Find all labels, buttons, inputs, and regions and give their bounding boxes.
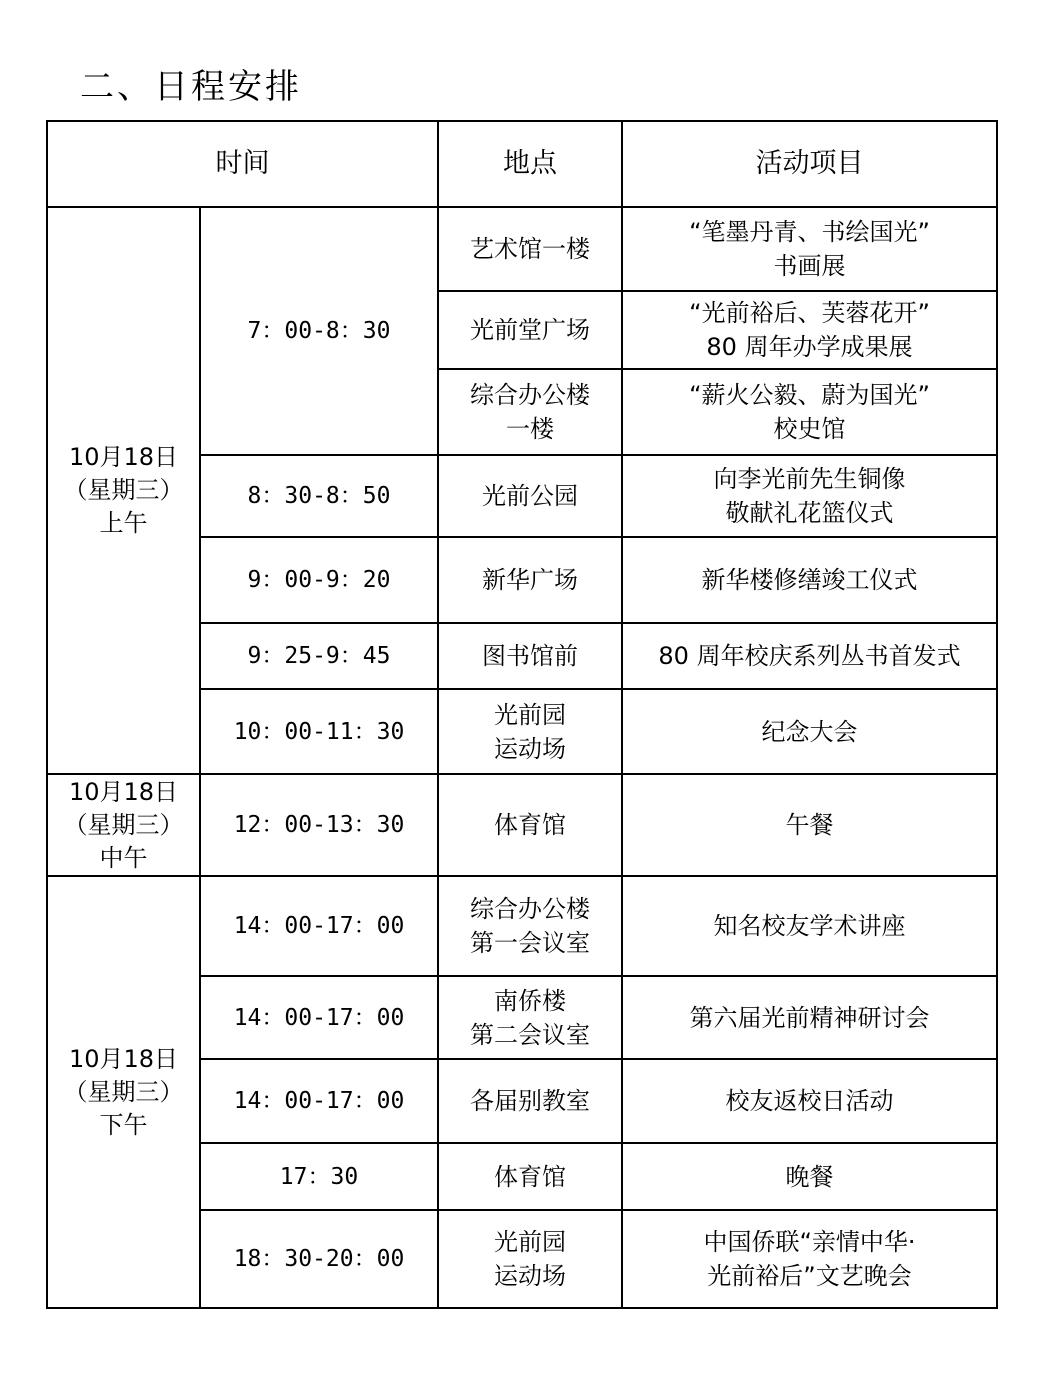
schedule-table [46, 120, 998, 1309]
header-time: 时间 [47, 121, 438, 207]
place-cell: 光前堂广场 [438, 291, 622, 369]
place-cell: 综合办公楼 一楼 [438, 369, 622, 455]
place-cell: 光前园 运动场 [438, 1210, 622, 1308]
place-cell: 体育馆 [438, 1143, 622, 1210]
activity-cell: 校友返校日活动 [622, 1059, 997, 1143]
place-cell: 艺术馆一楼 [438, 207, 622, 291]
date-cell-morning: 10月18日 （星期三） 上午 [47, 207, 200, 774]
time-cell: 8：30-8：50 [200, 455, 438, 537]
time-cell: 7：00-8：30 [200, 207, 438, 455]
activity-cell: “笔墨丹青、书绘国光” 书画展 [622, 207, 997, 291]
time-cell: 18：30-20：00 [200, 1210, 438, 1308]
activity-cell: 晚餐 [622, 1143, 997, 1210]
time-cell: 14：00-17：00 [200, 1059, 438, 1143]
place-cell: 光前园 运动场 [438, 689, 622, 774]
time-cell: 14：00-17：00 [200, 976, 438, 1059]
section-title: 二、日程安排 [80, 67, 302, 107]
date-cell-afternoon: 10月18日 （星期三） 下午 [47, 876, 200, 1308]
activity-cell: “光前裕后、芙蓉花开” 80 周年办学成果展 [622, 291, 997, 369]
place-cell: 新华广场 [438, 537, 622, 623]
place-cell: 各届别教室 [438, 1059, 622, 1143]
activity-cell: 向李光前先生铜像 敬献礼花篮仪式 [622, 455, 997, 537]
time-cell: 9：25-9：45 [200, 623, 438, 689]
activity-cell: 知名校友学术讲座 [622, 876, 997, 976]
time-cell: 17：30 [200, 1143, 438, 1210]
date-cell-noon: 10月18日 （星期三） 中午 [47, 774, 200, 876]
activity-cell: 80 周年校庆系列丛书首发式 [622, 623, 997, 689]
header-activity: 活动项目 [622, 121, 997, 207]
place-cell: 南侨楼 第二会议室 [438, 976, 622, 1059]
time-cell: 9：00-9：20 [200, 537, 438, 623]
place-cell: 综合办公楼 第一会议室 [438, 876, 622, 976]
activity-cell: 纪念大会 [622, 689, 997, 774]
table-row [47, 774, 997, 876]
activity-cell: “薪火公毅、蔚为国光” 校史馆 [622, 369, 997, 455]
time-cell: 12：00-13：30 [200, 774, 438, 876]
place-cell: 体育馆 [438, 774, 622, 876]
activity-cell: 第六届光前精神研讨会 [622, 976, 997, 1059]
time-cell: 10：00-11：30 [200, 689, 438, 774]
activity-cell: 午餐 [622, 774, 997, 876]
activity-cell: 中国侨联“亲情中华· 光前裕后”文艺晚会 [622, 1210, 997, 1308]
activity-cell: 新华楼修缮竣工仪式 [622, 537, 997, 623]
time-cell: 14：00-17：00 [200, 876, 438, 976]
table-row [47, 207, 997, 291]
place-cell: 图书馆前 [438, 623, 622, 689]
table-row [47, 876, 997, 976]
header-row [47, 121, 997, 207]
place-cell: 光前公园 [438, 455, 622, 537]
header-place: 地点 [438, 121, 622, 207]
